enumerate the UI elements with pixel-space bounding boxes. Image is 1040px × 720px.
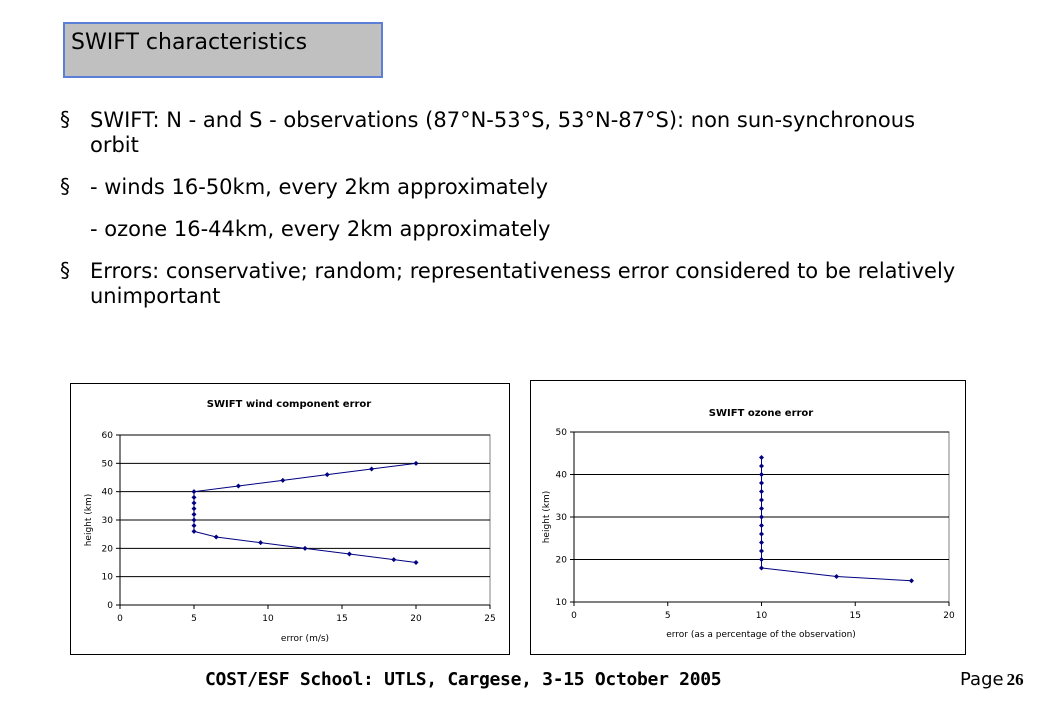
y-tick-label: 40	[555, 470, 567, 481]
ozone-error-chart-svg	[531, 381, 965, 654]
bullet-item-ozone	[58, 217, 958, 242]
bullet-item-orbit	[58, 108, 958, 158]
x-tick-label: 0	[571, 611, 577, 621]
bullet-marker: §	[60, 258, 70, 282]
x-tick-label: 15	[336, 614, 348, 624]
y-axis-label: height (km)	[542, 490, 552, 544]
y-tick-label: 50	[555, 428, 567, 438]
y-tick-label: 30	[101, 516, 113, 526]
y-tick-label: 20	[101, 544, 113, 555]
y-tick-label: 40	[101, 487, 113, 498]
title-box	[63, 22, 383, 78]
bullet-text: Errors: conservative; random; representativeness error considered to be relatively unimportant	[90, 259, 956, 308]
x-tick-label: 20	[943, 611, 955, 621]
bullet-text: SWIFT: N - and S - observations (87°N-53°S, 53°N-87°S): non sun-synchronous orbit	[90, 108, 916, 157]
page-number	[960, 669, 1024, 690]
slide-title: SWIFT characteristics	[71, 30, 308, 55]
chart-title: SWIFT ozone error	[708, 408, 814, 419]
x-axis-label: error (as a percentage of the observation)	[666, 630, 856, 640]
bullet-list	[58, 108, 958, 326]
bullet-text: - ozone 16-44km, every 2km approximately	[90, 217, 551, 241]
page-number-value: 26	[1006, 670, 1024, 689]
x-tick-label: 10	[755, 611, 768, 621]
ozone-error-chart	[530, 380, 966, 655]
x-tick-label: 20	[410, 614, 422, 624]
page-label: Page	[960, 669, 1004, 690]
footer-text: COST/ESF School: UTLS, Cargese, 3-15 October 2005	[205, 669, 722, 690]
x-axis-label: error (m/s)	[280, 634, 330, 644]
bullet-item-winds	[58, 175, 958, 200]
wind-error-chart-svg	[71, 384, 509, 654]
x-tick-label: 0	[117, 614, 123, 624]
bullet-marker: §	[60, 174, 70, 198]
y-tick-label: 60	[101, 431, 113, 441]
bullet-item-errors	[58, 259, 958, 309]
y-tick-label: 20	[555, 555, 567, 566]
x-tick-label: 5	[191, 614, 197, 624]
bullet-marker: §	[60, 107, 70, 131]
x-tick-label: 15	[849, 611, 861, 621]
y-tick-label: 10	[101, 572, 113, 583]
wind-error-chart	[70, 383, 510, 655]
x-tick-label: 10	[262, 614, 274, 624]
y-axis-label: height (km)	[84, 493, 94, 547]
y-tick-label: 50	[101, 459, 113, 470]
bullet-text: - winds 16-50km, every 2km approximately	[90, 175, 549, 199]
y-tick-label: 10	[555, 598, 567, 608]
x-tick-label: 25	[484, 614, 496, 624]
chart-title: SWIFT wind component error	[206, 399, 372, 410]
y-tick-label: 0	[107, 601, 113, 611]
y-tick-label: 30	[555, 513, 567, 523]
x-tick-label: 5	[664, 611, 671, 621]
